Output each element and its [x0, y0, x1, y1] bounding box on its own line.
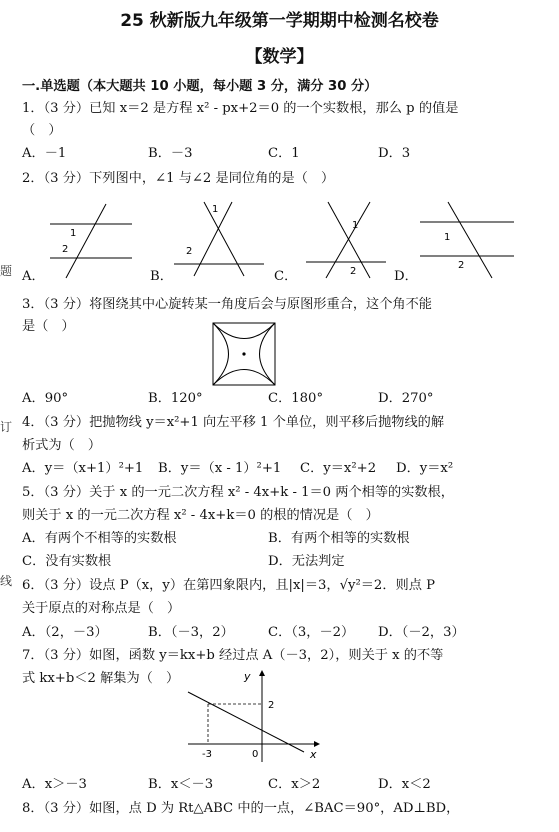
- q7-option-d: D．x＜2: [378, 777, 431, 792]
- q7-option-a: A．x＞－3: [22, 777, 87, 792]
- q2-figure-c: [298, 200, 388, 280]
- q5-text2: 则关于 x 的一元二次方程 x² - 4x+k＝0 的根的情况是（ ）: [22, 508, 379, 523]
- q3-rotation-figure: [212, 322, 278, 388]
- exam-title: 25 秋新版九年级第一学期期中检测名校卷: [120, 11, 439, 31]
- q7-option-b: B．x＜－3: [148, 777, 214, 792]
- q2c-angle1-label: 1: [352, 220, 359, 231]
- q5-option-a: A．有两个不相等的实数根: [22, 531, 177, 546]
- margin-char-1: 题: [0, 264, 13, 278]
- q3-option-c: C．180°: [268, 391, 324, 406]
- q4-option-a: A．y＝（x+1）²+1: [22, 461, 144, 476]
- q1-text: 1．（3 分）已知 x＝2 是方程 x² - px+2＝0 的一个实数根，那么 p 的值是: [22, 101, 459, 116]
- q5-text: 5．（3 分）关于 x 的一元二次方程 x² - 4x+k - 1＝0 两个相等的实数根，: [22, 485, 454, 500]
- q6-option-c: C．（3，－2）: [268, 625, 355, 640]
- q2-text: 2．（3 分）下列图中，∠1 与∠2 是同位角的是（ ）: [22, 171, 335, 186]
- q6-option-b: B．（－3，2）: [148, 625, 234, 640]
- q3-bracket: 是（ ）: [22, 319, 75, 334]
- q6-option-a: A．（2，－3）: [22, 625, 108, 640]
- q2a-angle2-label: 2: [62, 244, 69, 255]
- q3-option-b: B．120°: [148, 391, 203, 406]
- q2-option-b: B．: [150, 269, 173, 284]
- q4-option-b: B．y＝（x - 1）²+1: [158, 461, 282, 476]
- q5-option-b: B．有两个相等的实数根: [268, 531, 410, 546]
- q1-bracket: （ ）: [22, 123, 62, 138]
- q4-option-d: D．y＝x²: [396, 461, 454, 476]
- q6-option-d: D．（－2，3）: [378, 625, 465, 640]
- q7-text: 7．（3 分）如图，函数 y＝kx+b 经过点 A（－3，2），则关于 x 的不等: [22, 648, 444, 663]
- q1-option-a: A．－1: [22, 146, 67, 161]
- q3-option-d: D．270°: [378, 391, 434, 406]
- subject-title: 【数学】: [245, 47, 314, 67]
- q4-text: 4．（3 分）把抛物线 y＝x²+1 向左平移 1 个单位，则平移后抛物线的解: [22, 415, 445, 430]
- q2a-angle1-label: 1: [70, 228, 77, 239]
- q3-option-a: A．90°: [22, 391, 69, 406]
- q2-option-c: C．: [274, 269, 298, 284]
- q1-option-d: D．3: [378, 146, 411, 161]
- q2b-angle1-label: 1: [212, 204, 219, 215]
- q1-option-b: B．－3: [148, 146, 193, 161]
- q1-option-c: C．1: [268, 146, 300, 161]
- q2d-angle1-label: 1: [444, 232, 451, 243]
- q5-option-c: C．没有实数根: [22, 554, 112, 569]
- q8-text: 8．（3 分）如图，点 D 为 Rt△ABC 中的一点，∠BAC＝90°，AD⊥BD，: [22, 801, 460, 816]
- q7-x-axis-label: x: [310, 748, 317, 761]
- q6-text2: 关于原点的对称点是（ ）: [22, 601, 181, 616]
- q5-option-d: D．无法判定: [268, 554, 345, 569]
- q4-option-c: C．y＝x²+2: [300, 461, 377, 476]
- q7-text2: 式 kx+b＜2 解集为（ ）: [22, 671, 180, 686]
- q2-figure-d: [418, 198, 518, 280]
- q2-figure-b: [174, 198, 264, 280]
- q7-function-graph: [186, 668, 326, 766]
- q7-origin-label: 0: [252, 749, 259, 760]
- q3-text: 3．（3 分）将图绕其中心旋转某一角度后会与原图形重合，这个角不能: [22, 297, 432, 312]
- q7-x-mark-label: -3: [202, 749, 212, 760]
- q6-text: 6．（3 分）设点 P（x，y）在第四象限内，且|x|＝3，√y²＝2．则点 P: [22, 578, 435, 593]
- margin-char-3: 线: [0, 574, 13, 588]
- q2c-angle2-label: 2: [350, 266, 357, 277]
- margin-char-2: 订: [0, 420, 13, 434]
- q2-option-a: A．: [22, 269, 45, 284]
- q7-y-axis-label: y: [244, 670, 251, 683]
- q7-y-mark-label: 2: [268, 700, 275, 711]
- q2-option-d: D．: [394, 269, 418, 284]
- q4-bracket: 析式为（ ）: [22, 438, 102, 453]
- section-heading: 一.单选题（本大题共 10 小题，每小题 3 分，满分 30 分）: [22, 79, 378, 94]
- q2d-angle2-label: 2: [458, 260, 465, 271]
- q2b-angle2-label: 2: [186, 246, 193, 257]
- q7-option-c: C．x＞2: [268, 777, 321, 792]
- q2-figure-a: [46, 200, 146, 280]
